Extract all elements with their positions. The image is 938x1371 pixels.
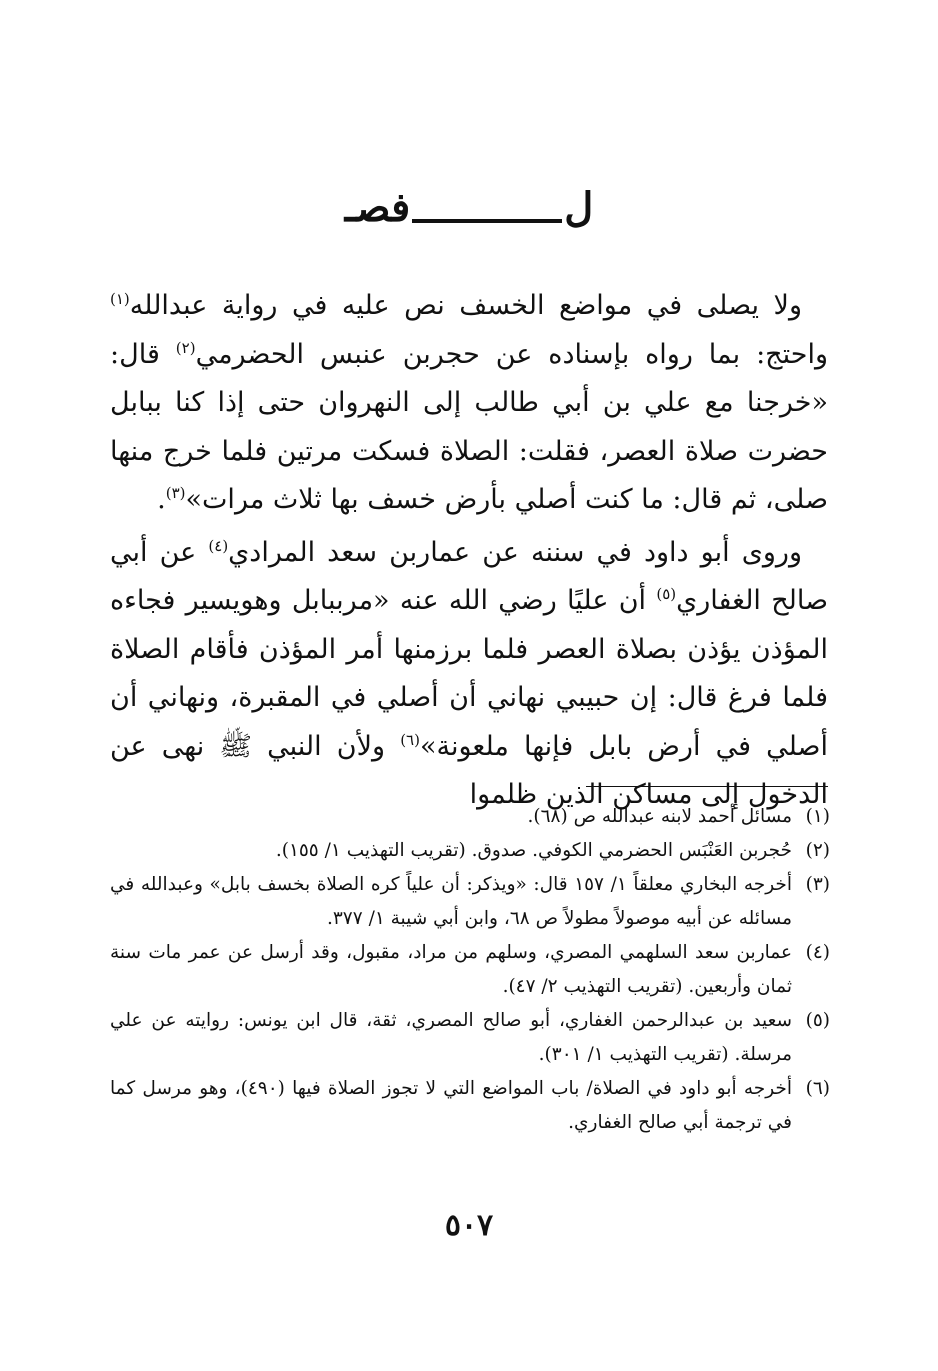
- section-title: [345, 178, 594, 238]
- title-letters-fasa: فصـ: [344, 184, 411, 231]
- section-heading: [0, 178, 938, 238]
- footnote: [110, 936, 830, 1004]
- footnote-ref[interactable]: (٢): [175, 338, 196, 357]
- paragraph: [110, 529, 828, 820]
- footnote-ref[interactable]: (٦): [400, 730, 420, 749]
- title-letter-lam: ل: [564, 184, 594, 231]
- paragraph-text: عن أبي صالح الغفاري: [110, 536, 829, 616]
- footnote-text: عماربن سعد السلهمي المصري، وسلهم من مراد، مقبول، وقد أرسل عن عمر مات سنة ثمان وأربعين. (تقريب التهذيب ٢/ ٤٧).: [110, 942, 792, 997]
- footnote-ref[interactable]: (٤): [208, 536, 229, 555]
- footnote: [110, 834, 830, 868]
- paragraph-text: واحتج: بما رواه بإسناده عن حجربن عنبس الحضرمي: [195, 338, 828, 370]
- paragraph-text: أن عليًا رضي الله عنه «مرببابل وهويسير فجاءه المؤذن يؤذن بصلاة العصر فلما برزمنها أمر المؤذن فأقام الصلاة فلما فرغ قال: إن حبيبي نهاني أن أصلي في المقبرة، ونهاني أن أصلي في أرض بابل فإنها ملعونة»: [110, 585, 828, 762]
- footnote-number: (٢): [805, 840, 830, 861]
- paragraph-text: قال: «خرجنا مع علي بن أبي طالب إلى النهروان حتى إذا كنا ببابل حضرت صلاة العصر، فقلت: الصلاة فسكت مرتين فلما خرج منها صلى، ثم قال: ما كنت أصلي بأرض خسف بها ثلاث مرات»: [110, 338, 828, 515]
- footnote: [110, 800, 830, 834]
- paragraph-text: ولأن النبي ﷺ نهى عن الدخول إلى مساكن الذين ظلموا: [110, 730, 828, 810]
- footnote-number: (٤): [805, 942, 830, 963]
- footnote-text: مسائل أحمد لابنه عبدالله ص (٦٨).: [527, 806, 792, 827]
- footnote-text: أخرجه البخاري معلقاً ١/ ١٥٧ قال: «ويذكر: أن علياً كره الصلاة بخسف بابل» وعبدالله في مسائله عن أبيه موصولاً مطولاً ص ٦٨، وابن أبي شيبة ١/ ٣٧٧.: [110, 874, 792, 929]
- footnote-number: (٥): [805, 1010, 830, 1031]
- footnote-text: سعيد بن عبدالرحمن الغفاري، أبو صالح المصري، ثقة، قال ابن يونس: روايته عن علي مرسلة. (تقريب التهذيب ١/ ٣٠١).: [110, 1010, 792, 1065]
- main-text: [110, 282, 828, 820]
- footnote: [110, 1072, 830, 1140]
- footnote: [110, 1004, 830, 1072]
- footnotes: [110, 800, 830, 1140]
- footnote-ref[interactable]: (١): [110, 290, 130, 308]
- footnote-text: أخرجه أبو داود في الصلاة/ باب المواضع التي لا تجوز الصلاة فيها (٤٩٠)، وهو مرسل كما في ترجمة أبي صالح الغفاري.: [110, 1078, 792, 1133]
- paragraph-text: وروى أبو داود في سننه عن عماربن سعد المرادي: [228, 536, 802, 568]
- footnote-text: حُجربن العَنْبَس الحضرمي الكوفي. صدوق. (تقريب التهذيب ١/ ١٥٥).: [275, 840, 792, 861]
- footnote-number: (٦): [805, 1078, 830, 1099]
- footnote-number: (٣): [805, 874, 830, 895]
- paragraph: [110, 282, 828, 525]
- footnote-number: (١): [805, 806, 830, 827]
- footnote-ref[interactable]: (٥): [656, 585, 677, 603]
- footnote-ref[interactable]: (٣): [165, 484, 186, 502]
- footnote-divider: [586, 786, 828, 787]
- title-kashida-bar: [412, 219, 562, 223]
- footnote: [110, 868, 830, 936]
- paragraph-text: ولا يصلى في مواضع الخسف نص عليه في رواية عبدالله: [129, 290, 802, 321]
- paragraph-text: .: [157, 484, 166, 515]
- page-number: ٥٠٧: [444, 1208, 494, 1243]
